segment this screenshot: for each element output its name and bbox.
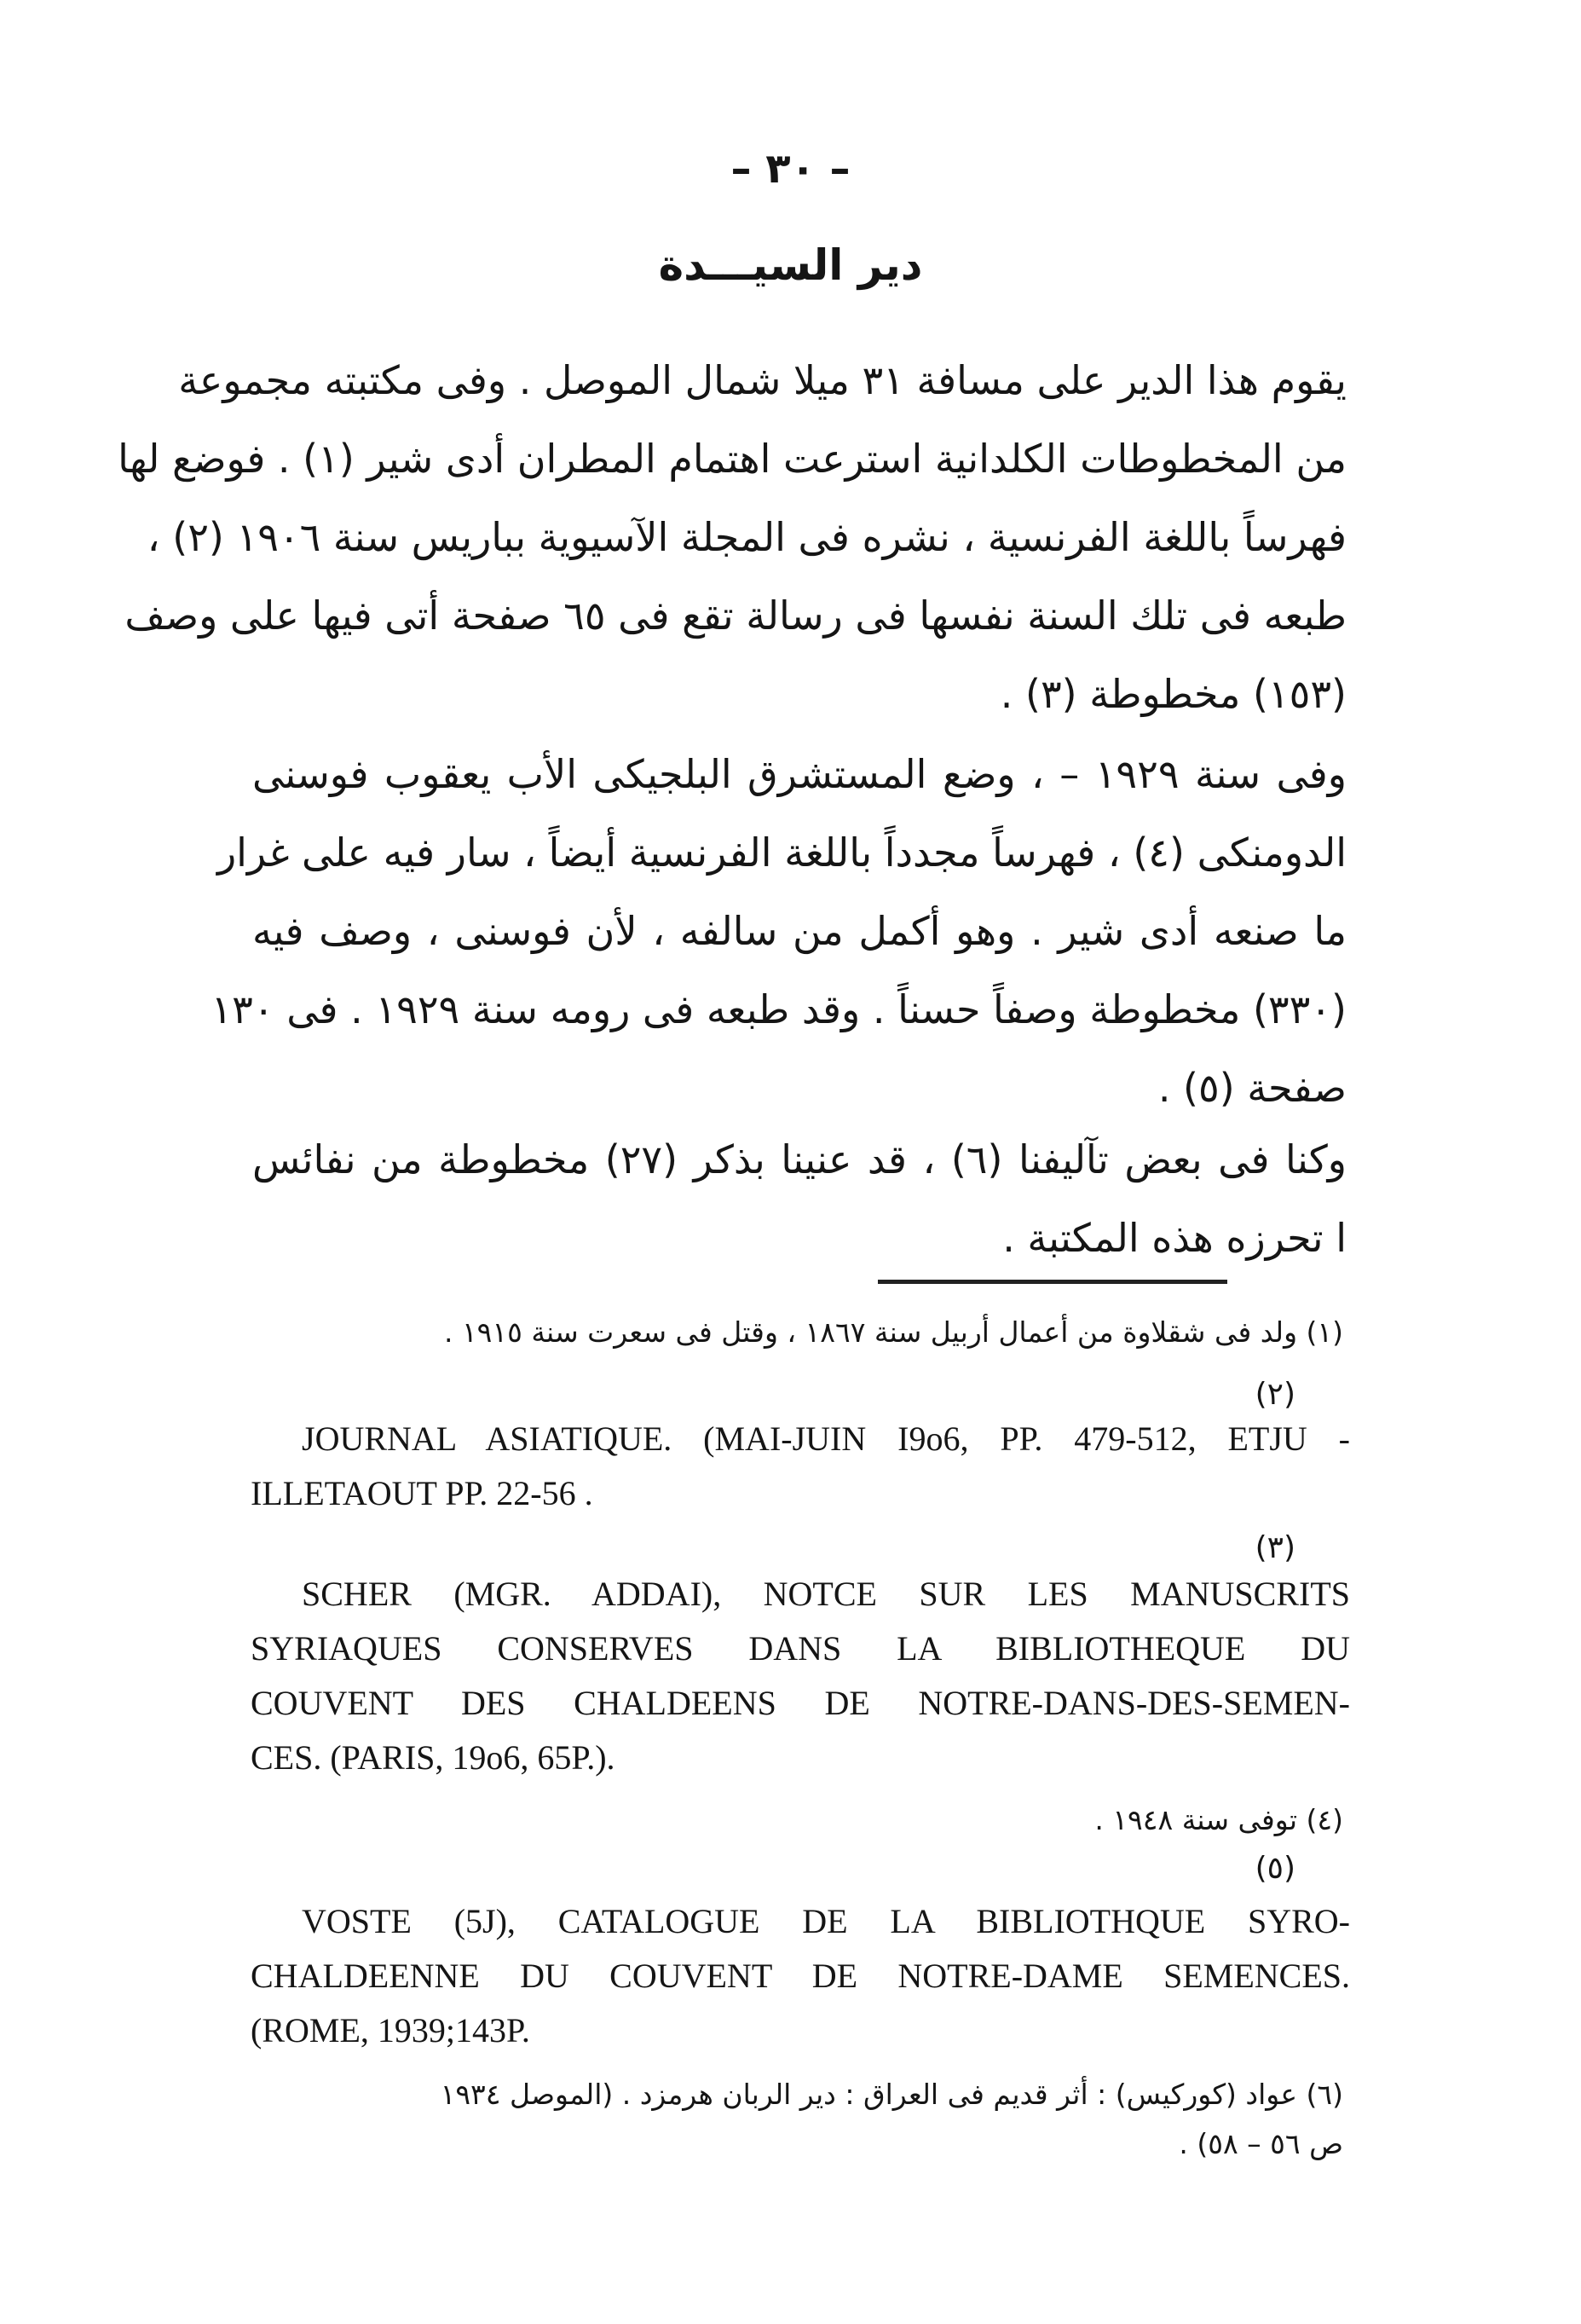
footnote-5-marker: (٥): [1255, 1851, 1295, 1886]
footnote-3-marker: (٣): [1255, 1530, 1295, 1565]
footnote-line: (ROME, 1939;143P.: [251, 2011, 530, 2049]
footnote-line: SCHER (MGR. ADDAI), NOTCE SUR LES MANUSCRITS: [302, 1575, 1350, 1613]
paragraph-line: ا تحرزه هذه المكتبة .: [1002, 1215, 1347, 1261]
footnote-line: ILLETAOUT PP. 22-56 .: [251, 1474, 593, 1512]
paragraph-line: وكنا فى بعض تآليفنا (٦) ، قد عنينا بذكر (٢٧) مخطوطة من نفائس: [252, 1136, 1347, 1182]
paragraph-3: [252, 1120, 1347, 1277]
footnote-6-continued: ص ٥٦ – ٥٨) .: [1179, 2127, 1343, 2160]
paragraph-line: يقوم هذا الدير على مسافة ٣١ ميلا شمال الموصل . وفى مكتبته مجموعة: [178, 357, 1347, 403]
paragraph-line: طبعه فى تلك السنة نفسها فى رسالة تقع فى ٦٥ صفحة أتى فيها على وصف: [124, 593, 1347, 639]
footnote-line: SYRIAQUES CONSERVES DANS LA BIBLIOTHEQUE DU: [251, 1629, 1350, 1668]
paragraph-line: ما صنعه أدى شير . وهو أكمل من سالفه ، لأن فوسنى ، وصف فيه: [252, 908, 1347, 954]
paragraph-line: الدومنكى (٤) ، فهرساً مجدداً باللغة الفرنسية أيضاً ، سار فيه على غرار: [216, 830, 1347, 876]
paragraph-1: [118, 341, 1347, 733]
paragraph-line: من المخطوطات الكلدانية استرعت اهتمام المطران أدى شير (١) . فوضع لها: [118, 436, 1347, 482]
paragraph-line: (٣٣٠) مخطوطة وصفاً حسناً . وقد طبعه فى رومه سنة ١٩٢٩ . فى ١٣٠: [211, 986, 1347, 1032]
footnote-3: [251, 1567, 1350, 1785]
paragraph-2: [211, 735, 1347, 1127]
paragraph-line: وفى سنة ١٩٢٩ – ، وضع المستشرق البلجيكى الأب يعقوب فوسنى: [252, 751, 1347, 797]
footnote-5: [251, 1894, 1350, 2058]
footnote-line: CES. (PARIS, 19o6, 65P.).: [251, 1738, 615, 1777]
paragraph-line: فهرساً باللغة الفرنسية ، نشره فى المجلة الآسيوية بباريس سنة ١٩٠٦ (٢) ،: [147, 514, 1347, 560]
paragraph-line: (١٥٣) مخطوطة (٣) .: [1000, 671, 1347, 717]
footnote-line: CHALDEENNE DU COUVENT DE NOTRE-DAME SEMENCES.: [251, 1957, 1350, 1995]
footnote-6: (٦) عواد (كوركيس) : أثر قديم فى العراق : دير الربان هرمزد . (الموصل ١٩٣٤: [440, 2078, 1343, 2111]
paragraph-line: صفحة (٥) .: [1157, 1065, 1347, 1111]
footnote-1: (١) ولد فى شقلاوة من أعمال أربيل سنة ١٨٦٧ ، وقتل فى سعرت سنة ١٩١٥ .: [443, 1315, 1343, 1349]
footnote-2-marker: (٢): [1255, 1377, 1295, 1412]
footnote-line: JOURNAL ASIATIQUE. (MAI-JUIN I9o6, PP. 479-512, ETJU -: [302, 1419, 1350, 1458]
page-number: – ٣٠ –: [730, 145, 851, 193]
footnote-4: (٤) توفى سنة ١٩٤٨ .: [1094, 1803, 1343, 1836]
footnote-line: VOSTE (5J), CATALOGUE DE LA BIBLIOTHQUE SYRO-: [302, 1902, 1350, 1940]
footnote-2: [251, 1412, 1350, 1521]
footnote-divider: [878, 1280, 1227, 1284]
footnote-line: COUVENT DES CHALDEENS DE NOTRE-DANS-DES-SEMEN-: [251, 1684, 1350, 1722]
section-heading: دير السيـــدة: [658, 240, 923, 290]
